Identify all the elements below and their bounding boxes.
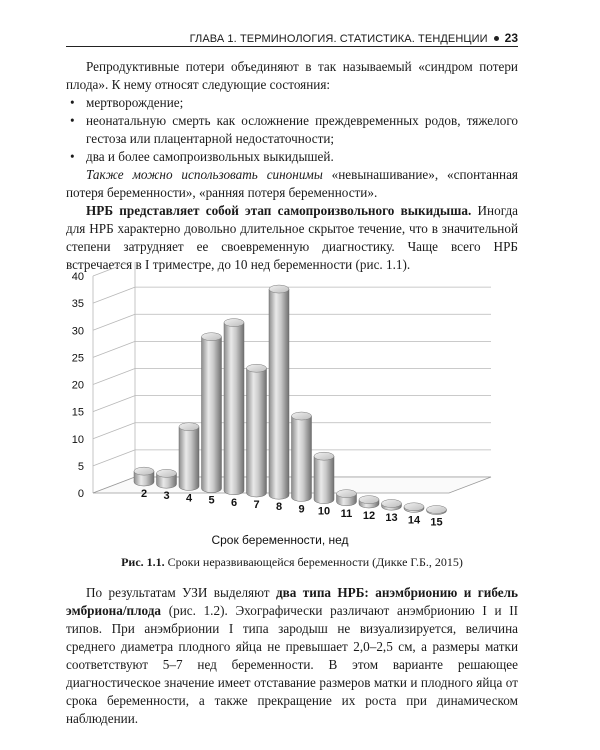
- bullet-mark: •: [70, 95, 75, 110]
- y-tick-label: 15: [71, 406, 84, 419]
- bar: [292, 412, 312, 501]
- grid-line: [93, 314, 135, 330]
- bullet-list: [66, 94, 518, 166]
- gestation-chart: [66, 262, 518, 552]
- x-tick-label: 8: [275, 501, 283, 514]
- y-tick-label: 40: [71, 271, 84, 283]
- bar: [359, 496, 379, 508]
- y-tick-label: 35: [71, 298, 84, 311]
- list-item: • неонатальную смерть как осложнение преждевременных родов, тяжелого гестоза или плацентарной недостаточности;: [70, 113, 518, 146]
- paragraph-4: По результатам УЗИ выделяют два типа НРБ: анэмбрионию и гибель эмбриона/плода (рис. 1.2). Эхографически различают анэмбрионию I и II типов. При анэмбрионии I типа зародыш не визуализируется, величина среднего диаметра плодного яйца не превышает 2,0–2,5 см, а размеры матки соответствуют 5–7 нед беременности. В этом варианте решающее диагностическое значение имеет отставание размеров матки и плодного яйца от срока беременности, а также прекращение их роста при динамическом наблюдении.: [66, 585, 519, 726]
- ultrasound-section: [66, 584, 518, 728]
- list-item: • два и более самопроизвольных выкидышей.: [70, 149, 334, 164]
- x-tick-label: 9: [298, 503, 305, 516]
- x-tick-label: 6: [230, 496, 238, 509]
- y-axis-ticks: [72, 271, 84, 500]
- x-tick-label: 15: [430, 516, 443, 529]
- y-tick-label: 5: [77, 460, 84, 473]
- bar: [247, 364, 267, 497]
- bar: [337, 490, 357, 506]
- page-number: 23: [504, 31, 518, 45]
- y-tick-label: 10: [71, 433, 84, 446]
- grid-line: [93, 341, 135, 357]
- x-tick-label: 12: [362, 510, 376, 522]
- nrb-types: два типа НРБ: анэмбрионию и гибель эмбриона/плода: [66, 585, 519, 618]
- running-header: [66, 32, 518, 47]
- synonyms-list: «невынашивание», «спонтанная потеря беременности», «ранняя потеря беременности».: [66, 167, 518, 200]
- bar: [224, 319, 244, 495]
- grid-line: [93, 450, 135, 466]
- bar: [157, 469, 177, 488]
- bar: [179, 423, 199, 491]
- x-tick-label: 3: [163, 490, 170, 503]
- x-tick-label: 10: [317, 505, 331, 518]
- grid-line: [93, 396, 135, 412]
- bar: [134, 467, 154, 486]
- header-bullet-dot: [494, 36, 499, 41]
- bullet-mark: •: [70, 113, 75, 128]
- bar: [382, 499, 402, 510]
- grid-line: [93, 262, 135, 276]
- bar: [314, 452, 334, 503]
- intro-section: [66, 58, 518, 274]
- x-tick-label: 5: [208, 494, 215, 507]
- bar: [269, 285, 289, 499]
- nrb-definition: НРБ представляет собой этап самопроизвольного выкидыша.: [86, 203, 472, 218]
- x-tick-label: 11: [340, 507, 353, 520]
- y-tick-label: 0: [77, 488, 84, 500]
- bar: [404, 503, 424, 513]
- grid-line: [93, 423, 135, 439]
- list-item: • мертворождение;: [70, 95, 184, 110]
- grid-line: [93, 287, 135, 303]
- x-tick-label: 2: [140, 488, 148, 500]
- bullet-mark: •: [70, 149, 75, 164]
- x-tick-label: 7: [253, 499, 260, 511]
- bar: [202, 333, 222, 493]
- x-tick-label: 13: [385, 512, 398, 525]
- paragraph-1: Репродуктивные потери объединяют в так называемый «синдром потери плода». К нему относят следующие состояния:: [66, 59, 518, 92]
- grid-line: [93, 369, 135, 385]
- paragraph-3: НРБ представляет собой этап самопроизвольного выкидыша. Иногда для НРБ характерно довольно длительное скрытое течение, что в значительной степени затрудняет ее своевременную диагностику. Чаще всего НРБ встречается в I триместре, до 10 нед беременности (рис. 1.1).: [66, 203, 519, 272]
- caption-label: Рис. 1.1.: [121, 555, 165, 569]
- bar: [427, 506, 447, 515]
- x-tick-label: 4: [185, 492, 193, 505]
- caption-text: Сроки неразвивающейся беременности (Дикке Г.Б., 2015): [167, 555, 463, 569]
- synonyms-lead: Также можно использовать синонимы: [86, 167, 323, 182]
- x-axis-label: Срок беременности, нед: [211, 533, 349, 547]
- y-tick-label: 20: [71, 379, 84, 392]
- y-tick-label: 30: [71, 325, 84, 338]
- figure-caption: [66, 555, 518, 570]
- paragraph-2: [66, 166, 518, 202]
- y-tick-label: 25: [71, 352, 84, 365]
- x-tick-label: 14: [407, 514, 421, 527]
- running-title: ГЛАВА 1. ТЕРМИНОЛОГИЯ. СТАТИСТИКА. ТЕНДЕНЦИИ: [189, 33, 488, 45]
